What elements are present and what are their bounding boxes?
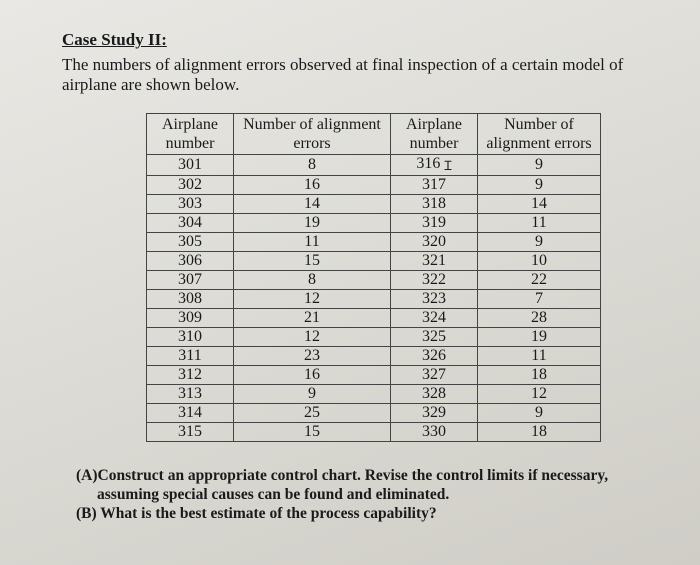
table-row <box>147 347 601 366</box>
table-cell: 19 <box>234 214 391 233</box>
table-cell: 302 <box>147 176 234 195</box>
table-cell: 15 <box>234 252 391 271</box>
table-cell: 308 <box>147 290 234 309</box>
table-row <box>147 328 601 347</box>
table-row <box>147 214 601 233</box>
table-cell: 305 <box>147 233 234 252</box>
table-cell: 25 <box>234 404 391 423</box>
question-b: (B) What is the best estimate of the process capability? <box>76 505 437 522</box>
table-cell: 325 <box>391 328 478 347</box>
table-cell: 311 <box>147 347 234 366</box>
case-study-title: Case Study II: <box>62 30 167 49</box>
table-cell: 16 <box>234 176 391 195</box>
intro-paragraph: The numbers of alignment errors observed at final inspection of a certain model of airplane are shown below. <box>62 55 624 94</box>
table-cell: 9 <box>478 233 601 252</box>
table-row <box>147 233 601 252</box>
table-cell: 322 <box>391 271 478 290</box>
table-cell: 9 <box>478 155 601 176</box>
table-cell: 301 <box>147 155 234 176</box>
table-cell: 306 <box>147 252 234 271</box>
table-cell: 321 <box>391 252 478 271</box>
table-header-row <box>147 114 601 155</box>
table-cell: 320 <box>391 233 478 252</box>
table-cell: 314 <box>147 404 234 423</box>
table-cell: 315 <box>147 423 234 442</box>
table-cell: 326 <box>391 347 478 366</box>
header-alignment-errors-2: Number of alignment errors <box>478 114 601 155</box>
table-cell: 329 <box>391 404 478 423</box>
header-airplane-number-2: Airplane number <box>391 114 478 155</box>
table-cell: 7 <box>478 290 601 309</box>
table-cell: 12 <box>234 328 391 347</box>
table-row <box>147 309 601 328</box>
table-row <box>147 385 601 404</box>
table-cell: 11 <box>234 233 391 252</box>
table-cell: 319 <box>391 214 478 233</box>
table-row <box>147 271 601 290</box>
table-cell: 323 <box>391 290 478 309</box>
table-cell: 14 <box>478 195 601 214</box>
header-airplane-number-1: Airplane number <box>147 114 234 155</box>
table-cell: 330 <box>391 423 478 442</box>
table-cell: 316 Ɪ <box>391 155 478 176</box>
question-a: (A)Construct an appropriate control chart. Revise the control limits if necessary, assuming special causes can be found and eliminated. <box>76 467 609 503</box>
alignment-errors-table <box>146 113 601 442</box>
header-alignment-errors-1: Number of alignment errors <box>234 114 391 155</box>
table-cell: 310 <box>147 328 234 347</box>
table-cell: 12 <box>478 385 601 404</box>
table-cell: 21 <box>234 309 391 328</box>
table-cell: 18 <box>478 366 601 385</box>
table-cell: 8 <box>234 271 391 290</box>
table-cell: 9 <box>234 385 391 404</box>
table-cell: 19 <box>478 328 601 347</box>
questions-block <box>76 466 676 523</box>
table-row <box>147 176 601 195</box>
table-cell: 318 <box>391 195 478 214</box>
table-row <box>147 252 601 271</box>
table-row <box>147 290 601 309</box>
table-row <box>147 423 601 442</box>
table-cell: 303 <box>147 195 234 214</box>
table-cell: 23 <box>234 347 391 366</box>
table-cell: 18 <box>478 423 601 442</box>
table-cell: 328 <box>391 385 478 404</box>
table-row <box>147 195 601 214</box>
table-cell: 28 <box>478 309 601 328</box>
table-cell: 14 <box>234 195 391 214</box>
table-cell: 309 <box>147 309 234 328</box>
table-cell: 16 <box>234 366 391 385</box>
table-cell: 324 <box>391 309 478 328</box>
table-cell: 304 <box>147 214 234 233</box>
table-row <box>147 155 601 176</box>
table-cell: 8 <box>234 155 391 176</box>
table-cell: 327 <box>391 366 478 385</box>
table-cell: 10 <box>478 252 601 271</box>
table-row <box>147 366 601 385</box>
table-row <box>147 404 601 423</box>
table-cell: 12 <box>234 290 391 309</box>
table-cell: 11 <box>478 347 601 366</box>
table-cell: 15 <box>234 423 391 442</box>
text-cursor-icon: Ɪ <box>444 158 452 173</box>
table-cell: 317 <box>391 176 478 195</box>
table-cell: 22 <box>478 271 601 290</box>
table-cell: 312 <box>147 366 234 385</box>
table-cell: 9 <box>478 404 601 423</box>
table-cell: 307 <box>147 271 234 290</box>
table-cell: 313 <box>147 385 234 404</box>
table-cell: 9 <box>478 176 601 195</box>
table-cell: 11 <box>478 214 601 233</box>
